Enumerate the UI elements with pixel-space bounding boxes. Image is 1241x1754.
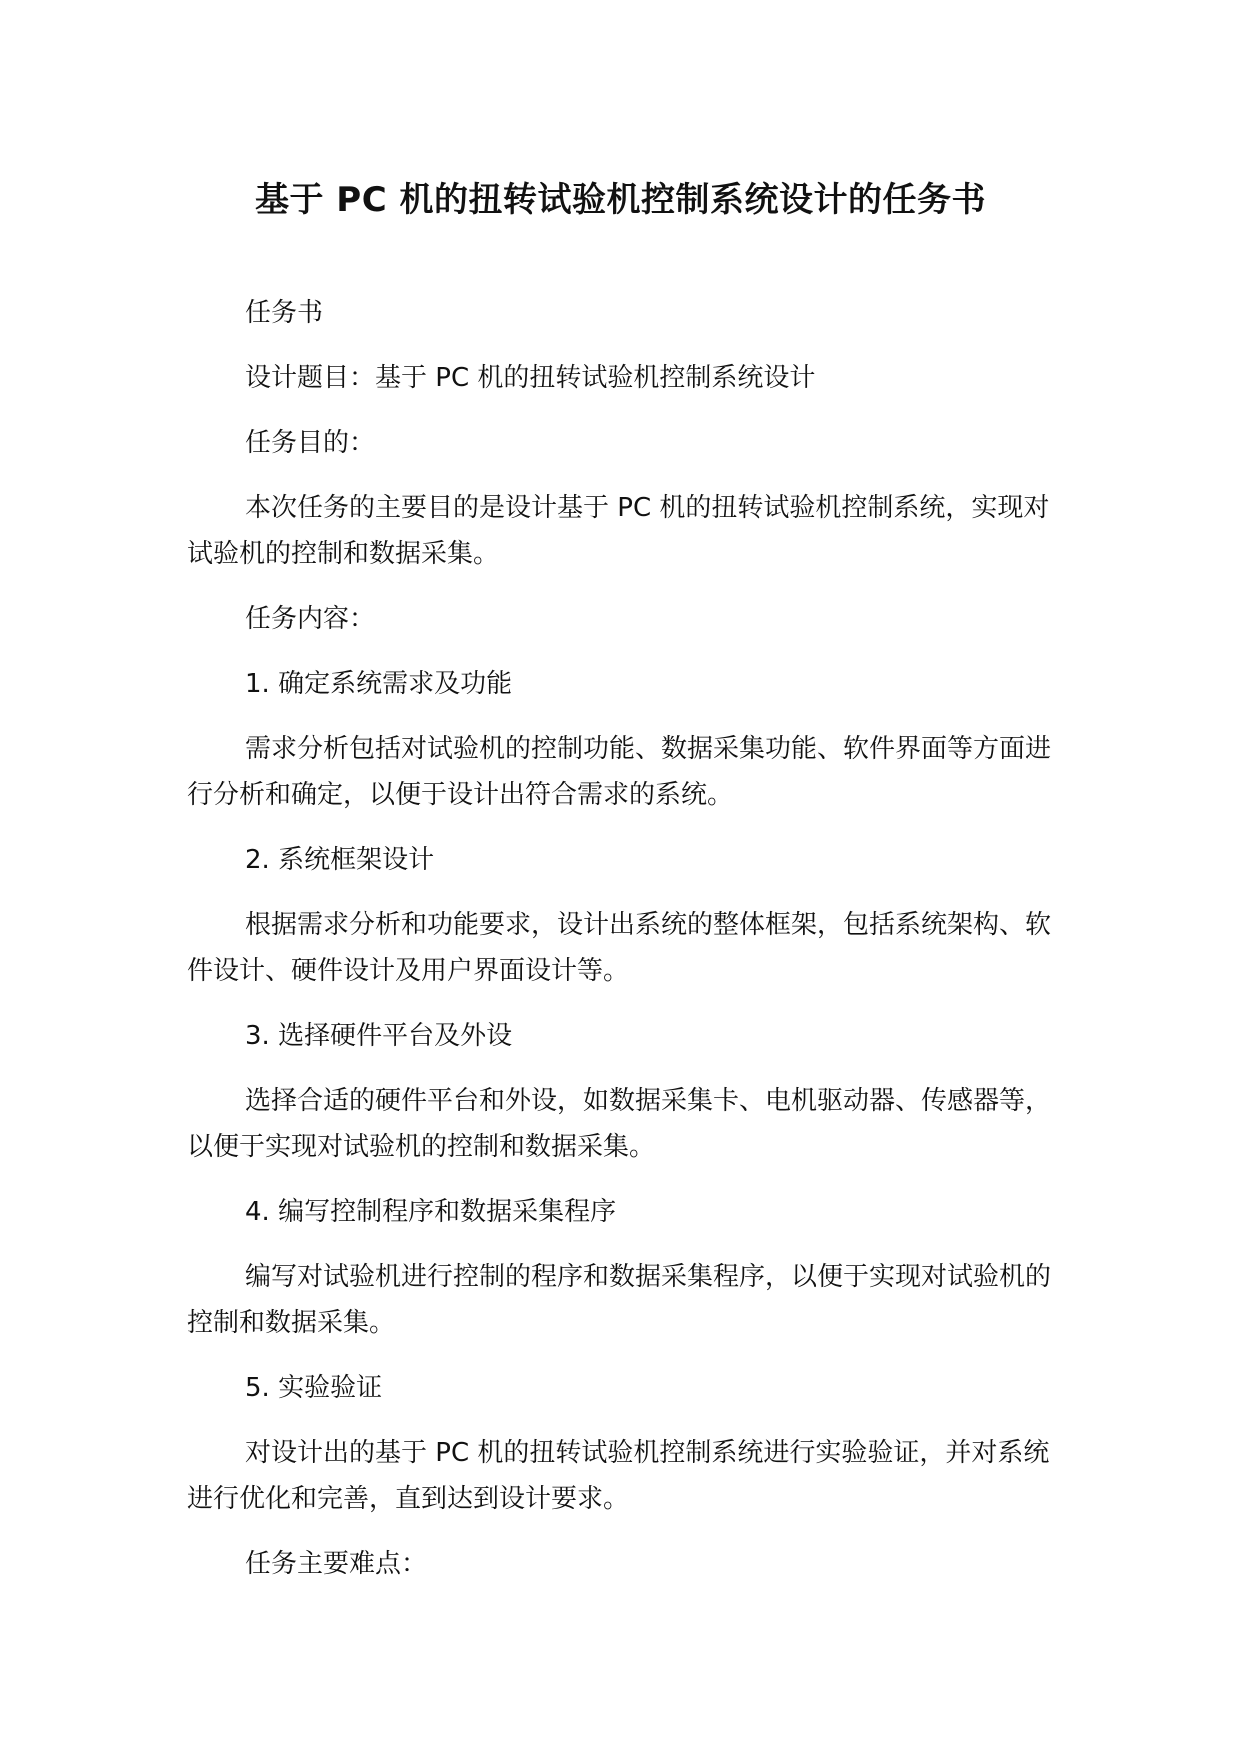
paragraph-purpose-text: 本次任务的主要目的是设计基于 PC 机的扭转试验机控制系统，实现对试验机的控制和数据采集。 [187,493,1050,569]
paragraph-difficulties-heading: 任务主要难点： [245,1549,428,1579]
paragraph-item-4-text: 编写对试验机进行控制的程序和数据采集程序，以便于实现对试验机的控制和数据采集。 [187,1262,1052,1338]
paragraph-item-3-text: 选择合适的硬件平台和外设，如数据采集卡、电机驱动器、传感器等，以便于实现对试验机的控制和数据采集。 [187,1086,1052,1162]
paragraph-purpose-heading: 任务目的： [245,428,376,458]
paragraph-content-heading: 任务内容： [245,604,376,634]
paragraph-item-3: 3. 选择硬件平台及外设 [245,1021,513,1051]
paragraph-task-book: 任务书 [245,298,324,328]
document-title: 基于 PC 机的扭转试验机控制系统设计的任务书 [254,180,987,220]
paragraph-item-2-text: 根据需求分析和功能要求，设计出系统的整体框架，包括系统架构、软件设计、硬件设计及用户界面设计等。 [187,910,1052,986]
paragraph-item-4: 4. 编写控制程序和数据采集程序 [245,1197,617,1227]
paragraph-item-5: 5. 实验验证 [245,1373,383,1403]
paragraph-item-5-text: 对设计出的基于 PC 机的扭转试验机控制系统进行实验验证，并对系统进行优化和完善，直到达到设计要求。 [187,1438,1050,1514]
paragraph-design-topic: 设计题目：基于 PC 机的扭转试验机控制系统设计 [245,363,816,393]
document-body [187,290,1067,1606]
paragraph-item-2: 2. 系统框架设计 [245,845,435,875]
paragraph-item-1-text: 需求分析包括对试验机的控制功能、数据采集功能、软件界面等方面进行分析和确定，以便于设计出符合需求的系统。 [187,734,1052,810]
paragraph-item-1: 1. 确定系统需求及功能 [245,669,513,699]
